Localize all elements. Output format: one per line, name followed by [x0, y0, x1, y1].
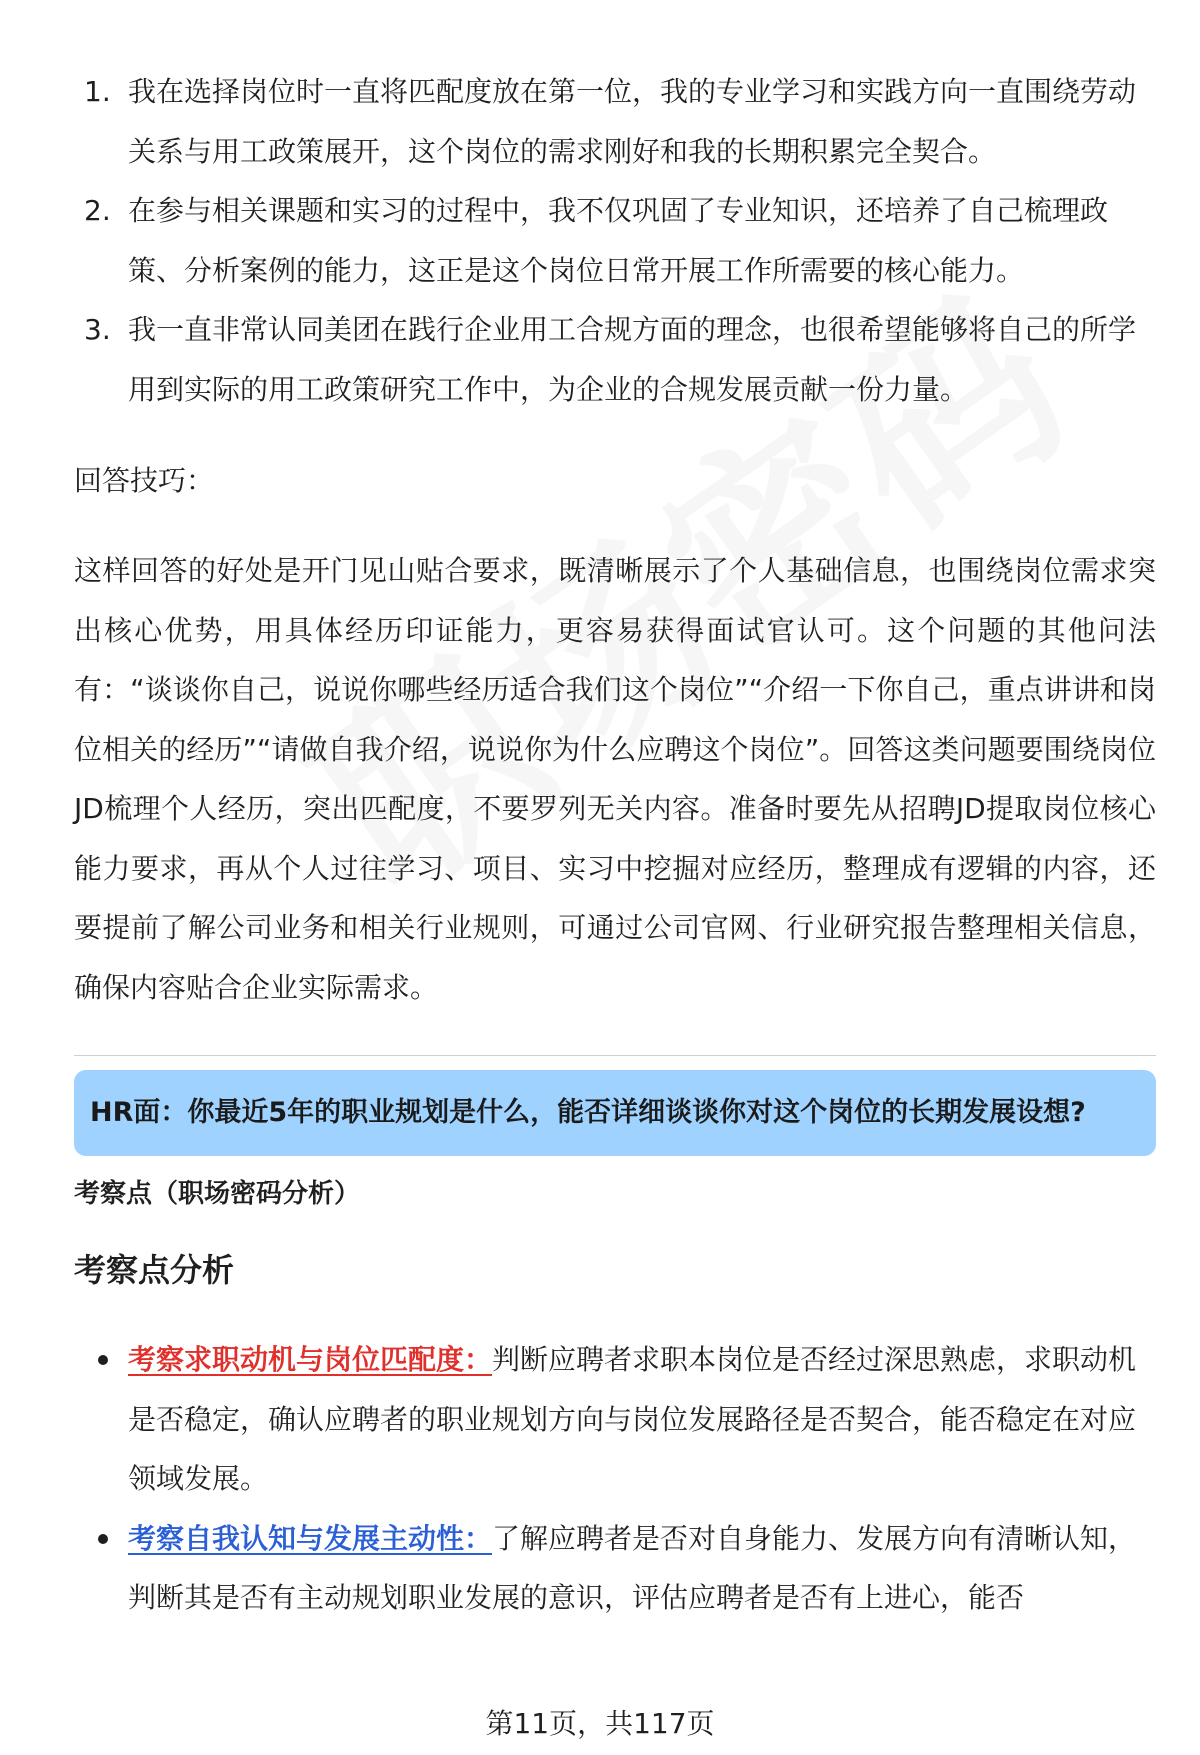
- assessment-heading: 考察点分析: [74, 1251, 235, 1289]
- list-item: [74, 1509, 1156, 1628]
- point-title: 考察自我认知与发展主动性：: [128, 1521, 493, 1555]
- point-text: 判断应聘者求职本岗位是否经过深思熟虑，求职动机是否稳定，确认应聘者的职业规划方向与岗位发展路径是否契合，能否稳定在对应领域发展。: [128, 1343, 1137, 1495]
- list-text: 我在选择岗位时一直将匹配度放在第一位，我的专业学习和实践方向一直围绕劳动关系与用工政策展开，这个岗位的需求刚好和我的长期积累完全契合。: [128, 75, 1137, 168]
- list-item: [74, 62, 1156, 181]
- list-number: 1.: [84, 75, 111, 108]
- list-item: [74, 300, 1156, 419]
- divider: [74, 1055, 1156, 1056]
- question-callout: HR面：你最近5年的职业规划是什么，能否详细谈谈你对这个岗位的长期发展设想?: [74, 1070, 1156, 1156]
- list-number: 2.: [84, 194, 111, 227]
- assessment-label: 考察点（职场密码分析）: [74, 1179, 361, 1209]
- tips-body: 这样回答的好处是开门见山贴合要求，既清晰展示了个人基础信息，也围绕岗位需求突出核心优势，用具体经历印证能力，更容易获得面试官认可。这个问题的其他问法有：“谈谈你自己，说说你哪些经历适合我们这个岗位”“介绍一下你自己，重点讲讲和岗位相关的经历”“请做自我介绍，说说你为什么应聘这个岗位”。回答这类问题要围绕岗位JD梳理个人经历，突出匹配度，不要罗列无关内容。准备时要先从招聘JD提取岗位核心能力要求，再从个人过往学习、项目、实习中挖掘对应经历，整理成有逻辑的内容，还要提前了解公司业务和相关行业规则，可通过公司官网、行业研究报告整理相关信息，确保内容贴合企业实际需求。: [74, 554, 1156, 1004]
- list-text: 我一直非常认同美团在践行企业用工合规方面的理念，也很希望能够将自己的所学用到实际的用工政策研究工作中，为企业的合规发展贡献一份力量。: [128, 313, 1137, 406]
- list-text: 在参与相关课题和实习的过程中，我不仅巩固了专业知识，还培养了自己梳理政策、分析案例的能力，这正是这个岗位日常开展工作所需要的核心能力。: [128, 194, 1109, 287]
- bullet-icon: [98, 1534, 108, 1544]
- reasons-list: [74, 62, 1156, 419]
- bullet-icon: [98, 1355, 108, 1365]
- point-text: 了解应聘者是否对自身能力、发展方向有清晰认知，判断其是否有主动规划职业发展的意识，评估应聘者是否有上进心，能否: [128, 1521, 1137, 1614]
- list-item: [74, 181, 1156, 300]
- list-number: 3.: [84, 313, 111, 346]
- document-page: [74, 62, 1156, 1628]
- list-item: [74, 1330, 1156, 1509]
- page-footer: 第11页，共117页: [485, 1707, 715, 1740]
- tips-label: 回答技巧：: [74, 464, 215, 497]
- assessment-points: [74, 1330, 1156, 1628]
- point-title: 考察求职动机与岗位匹配度：: [128, 1343, 493, 1376]
